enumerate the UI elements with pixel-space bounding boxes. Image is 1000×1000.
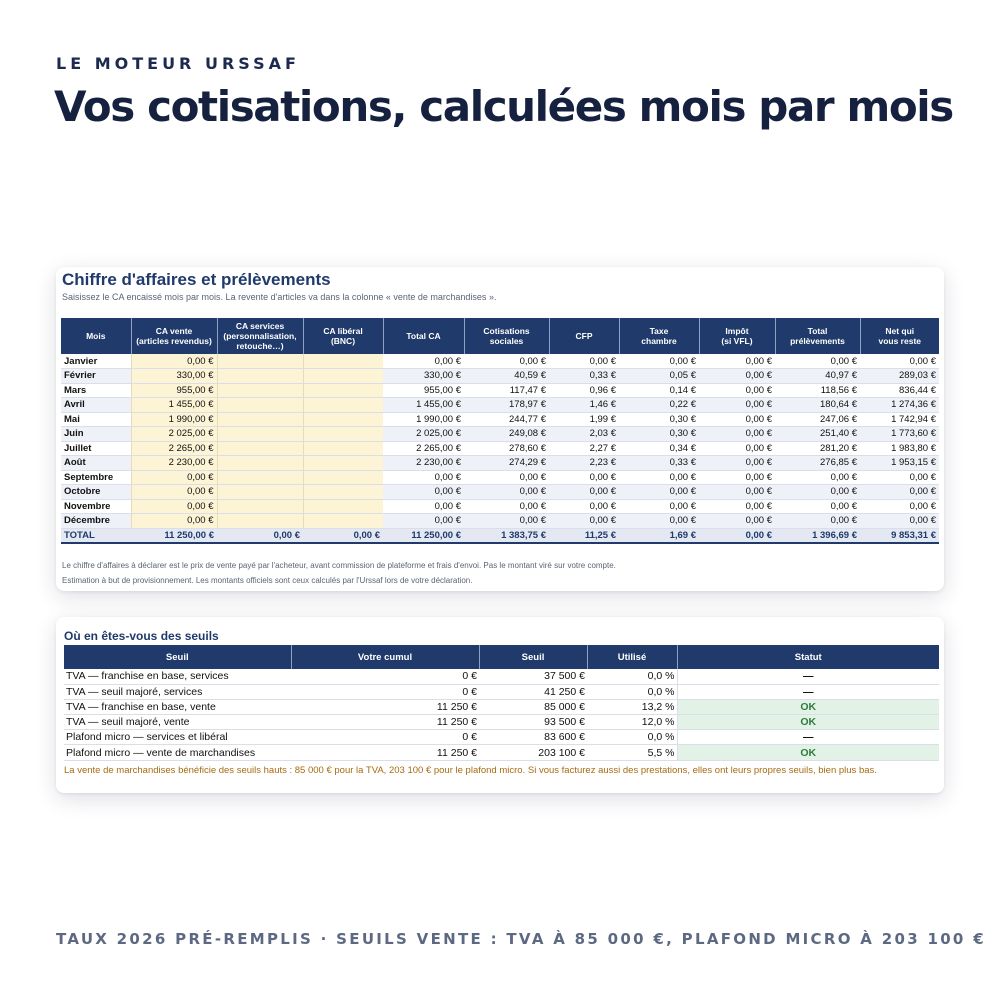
table-row bbox=[61, 499, 939, 514]
value-cell: 0,00 € bbox=[464, 485, 549, 500]
threshold-row bbox=[64, 684, 939, 699]
value-cell: 178,97 € bbox=[464, 398, 549, 413]
cumulative-amount: 11 250 € bbox=[291, 699, 479, 714]
value-cell: 0,00 € bbox=[619, 514, 699, 529]
column-header: Impôt (si VFL) bbox=[699, 318, 775, 354]
value-cell: 836,44 € bbox=[860, 383, 939, 398]
total-cell: 9 853,31 € bbox=[860, 528, 939, 543]
value-cell: 1 455,00 € bbox=[383, 398, 464, 413]
total-row bbox=[61, 528, 939, 543]
revenue-card-subtitle: Saisissez le CA encaissé mois par mois. La revente d'articles va dans la colonne « vente de marchandises ». bbox=[62, 292, 497, 302]
value-cell: 40,97 € bbox=[775, 369, 860, 384]
month-cell: Octobre bbox=[61, 485, 131, 500]
value-cell: 0,00 € bbox=[699, 470, 775, 485]
value-cell: 0,00 € bbox=[699, 485, 775, 500]
threshold-label: Plafond micro — vente de marchandises bbox=[64, 745, 291, 760]
cumulative-amount: 11 250 € bbox=[291, 745, 479, 760]
value-cell: 2,03 € bbox=[549, 427, 619, 442]
status-badge: — bbox=[677, 684, 939, 699]
value-cell: 955,00 € bbox=[383, 383, 464, 398]
total-cell: 11,25 € bbox=[549, 528, 619, 543]
cumulative-amount: 0 € bbox=[291, 669, 479, 684]
status-badge: OK bbox=[677, 715, 939, 730]
revenue-table-header bbox=[61, 318, 939, 354]
usage-percent: 12,0 % bbox=[587, 715, 677, 730]
column-header: CA services (personnalisation, retouche…) bbox=[217, 318, 303, 354]
value-cell: 117,47 € bbox=[464, 383, 549, 398]
column-header: Mois bbox=[61, 318, 131, 354]
value-cell: 0,22 € bbox=[619, 398, 699, 413]
revenue-input-cell[interactable] bbox=[217, 456, 303, 471]
value-cell: 0,00 € bbox=[699, 427, 775, 442]
month-cell: Mars bbox=[61, 383, 131, 398]
value-cell: 0,00 € bbox=[775, 514, 860, 529]
value-cell: 0,00 € bbox=[860, 485, 939, 500]
value-cell: 0,00 € bbox=[860, 470, 939, 485]
value-cell: 244,77 € bbox=[464, 412, 549, 427]
table-row bbox=[61, 427, 939, 442]
value-cell: 0,00 € bbox=[775, 470, 860, 485]
column-header: Cotisations sociales bbox=[464, 318, 549, 354]
value-cell: 2,23 € bbox=[549, 456, 619, 471]
value-cell: 0,00 € bbox=[699, 499, 775, 514]
revenue-input-cell[interactable]: 0,00 € bbox=[131, 499, 217, 514]
value-cell: 0,96 € bbox=[549, 383, 619, 398]
value-cell: 0,00 € bbox=[860, 514, 939, 529]
threshold-label: TVA — franchise en base, services bbox=[64, 669, 291, 684]
value-cell: 276,85 € bbox=[775, 456, 860, 471]
revenue-input-cell[interactable] bbox=[217, 441, 303, 456]
revenue-card bbox=[56, 267, 944, 591]
revenue-input-cell[interactable] bbox=[217, 383, 303, 398]
value-cell: 0,00 € bbox=[619, 470, 699, 485]
month-cell: Août bbox=[61, 456, 131, 471]
value-cell: 0,33 € bbox=[619, 456, 699, 471]
value-cell: 1 742,94 € bbox=[860, 412, 939, 427]
month-cell: Mai bbox=[61, 412, 131, 427]
value-cell: 0,00 € bbox=[549, 499, 619, 514]
value-cell: 0,00 € bbox=[383, 354, 464, 369]
revenue-input-cell[interactable] bbox=[217, 485, 303, 500]
column-header: CFP bbox=[549, 318, 619, 354]
table-row bbox=[61, 398, 939, 413]
column-header: CA libéral (BNC) bbox=[303, 318, 383, 354]
total-cell: 0,00 € bbox=[217, 528, 303, 543]
revenue-input-cell[interactable] bbox=[303, 470, 383, 485]
month-cell: Janvier bbox=[61, 354, 131, 369]
month-cell: Septembre bbox=[61, 470, 131, 485]
revenue-input-cell[interactable] bbox=[303, 427, 383, 442]
revenue-input-cell[interactable]: 330,00 € bbox=[131, 369, 217, 384]
revenue-input-cell[interactable] bbox=[303, 354, 383, 369]
threshold-row bbox=[64, 715, 939, 730]
value-cell: 0,00 € bbox=[860, 354, 939, 369]
value-cell: 0,00 € bbox=[619, 499, 699, 514]
value-cell: 0,30 € bbox=[619, 412, 699, 427]
cumulative-amount: 11 250 € bbox=[291, 715, 479, 730]
value-cell: 0,00 € bbox=[549, 354, 619, 369]
revenue-input-cell[interactable] bbox=[217, 369, 303, 384]
revenue-input-cell[interactable]: 1 990,00 € bbox=[131, 412, 217, 427]
value-cell: 247,06 € bbox=[775, 412, 860, 427]
value-cell: 0,00 € bbox=[383, 514, 464, 529]
page-title: Vos cotisations, calculées mois par mois bbox=[54, 82, 953, 131]
threshold-row bbox=[64, 699, 939, 714]
value-cell: 1 983,80 € bbox=[860, 441, 939, 456]
value-cell: 2 265,00 € bbox=[383, 441, 464, 456]
month-cell: Juillet bbox=[61, 441, 131, 456]
revenue-card-title: Chiffre d'affaires et prélèvements bbox=[62, 270, 331, 289]
threshold-amount: 203 100 € bbox=[479, 745, 587, 760]
month-cell: Février bbox=[61, 369, 131, 384]
table-row bbox=[61, 470, 939, 485]
value-cell: 2,27 € bbox=[549, 441, 619, 456]
status-badge: OK bbox=[677, 699, 939, 714]
threshold-amount: 41 250 € bbox=[479, 684, 587, 699]
revenue-input-cell[interactable] bbox=[303, 499, 383, 514]
value-cell: 330,00 € bbox=[383, 369, 464, 384]
value-cell: 0,00 € bbox=[464, 470, 549, 485]
eyebrow-label: LE MOTEUR URSSAF bbox=[56, 54, 300, 73]
revenue-input-cell[interactable] bbox=[217, 412, 303, 427]
usage-percent: 0,0 % bbox=[587, 669, 677, 684]
value-cell: 281,20 € bbox=[775, 441, 860, 456]
cumulative-amount: 0 € bbox=[291, 684, 479, 699]
value-cell: 1 773,60 € bbox=[860, 427, 939, 442]
value-cell: 1,46 € bbox=[549, 398, 619, 413]
value-cell: 249,08 € bbox=[464, 427, 549, 442]
revenue-input-cell[interactable] bbox=[303, 383, 383, 398]
total-cell: 1 383,75 € bbox=[464, 528, 549, 543]
revenue-input-cell[interactable] bbox=[303, 456, 383, 471]
value-cell: 1 990,00 € bbox=[383, 412, 464, 427]
value-cell: 0,00 € bbox=[860, 499, 939, 514]
table-row bbox=[61, 485, 939, 500]
value-cell: 0,34 € bbox=[619, 441, 699, 456]
value-cell: 0,00 € bbox=[699, 412, 775, 427]
value-cell: 0,00 € bbox=[549, 485, 619, 500]
value-cell: 0,00 € bbox=[549, 514, 619, 529]
month-cell: Décembre bbox=[61, 514, 131, 529]
usage-percent: 13,2 % bbox=[587, 699, 677, 714]
value-cell: 0,00 € bbox=[699, 369, 775, 384]
value-cell: 0,00 € bbox=[464, 354, 549, 369]
total-cell: 1 396,69 € bbox=[775, 528, 860, 543]
thresholds-card bbox=[56, 617, 944, 793]
revenue-input-cell[interactable]: 2 230,00 € bbox=[131, 456, 217, 471]
revenue-input-cell[interactable] bbox=[303, 398, 383, 413]
total-cell: 1,69 € bbox=[619, 528, 699, 543]
revenue-input-cell[interactable] bbox=[303, 485, 383, 500]
value-cell: 0,00 € bbox=[699, 398, 775, 413]
value-cell: 1 274,36 € bbox=[860, 398, 939, 413]
thresholds-card-title: Où en êtes-vous des seuils bbox=[64, 629, 219, 643]
table-row bbox=[61, 514, 939, 529]
column-header: Total prélèvements bbox=[775, 318, 860, 354]
total-label: TOTAL bbox=[61, 528, 131, 543]
revenue-input-cell[interactable]: 0,00 € bbox=[131, 470, 217, 485]
value-cell: 0,05 € bbox=[619, 369, 699, 384]
threshold-row bbox=[64, 669, 939, 684]
table-row bbox=[61, 354, 939, 369]
value-cell: 2 230,00 € bbox=[383, 456, 464, 471]
column-header: Seuil bbox=[479, 645, 587, 669]
threshold-label: TVA — seuil majoré, vente bbox=[64, 715, 291, 730]
column-header: Net qui vous reste bbox=[860, 318, 939, 354]
value-cell: 0,00 € bbox=[464, 514, 549, 529]
value-cell: 0,14 € bbox=[619, 383, 699, 398]
column-header: Votre cumul bbox=[291, 645, 479, 669]
threshold-amount: 93 500 € bbox=[479, 715, 587, 730]
revenue-input-cell[interactable] bbox=[217, 470, 303, 485]
value-cell: 0,00 € bbox=[619, 354, 699, 369]
value-cell: 0,00 € bbox=[699, 441, 775, 456]
table-row bbox=[61, 369, 939, 384]
table-row bbox=[61, 412, 939, 427]
threshold-label: TVA — seuil majoré, services bbox=[64, 684, 291, 699]
value-cell: 251,40 € bbox=[775, 427, 860, 442]
value-cell: 118,56 € bbox=[775, 383, 860, 398]
revenue-input-cell[interactable] bbox=[303, 441, 383, 456]
footer-tagline: TAUX 2026 PRÉ-REMPLIS · SEUILS VENTE : TVA À 85 000 €, PLAFOND MICRO À 203 100 € bbox=[56, 930, 986, 948]
usage-percent: 0,0 % bbox=[587, 730, 677, 745]
revenue-input-cell[interactable]: 0,00 € bbox=[131, 514, 217, 529]
threshold-amount: 83 600 € bbox=[479, 730, 587, 745]
value-cell: 289,03 € bbox=[860, 369, 939, 384]
value-cell: 274,29 € bbox=[464, 456, 549, 471]
value-cell: 0,00 € bbox=[775, 354, 860, 369]
total-cell: 0,00 € bbox=[699, 528, 775, 543]
column-header: Taxe chambre bbox=[619, 318, 699, 354]
value-cell: 0,00 € bbox=[464, 499, 549, 514]
revenue-input-cell[interactable] bbox=[217, 427, 303, 442]
threshold-row bbox=[64, 745, 939, 760]
revenue-input-cell[interactable] bbox=[217, 354, 303, 369]
month-cell: Novembre bbox=[61, 499, 131, 514]
status-badge: — bbox=[677, 730, 939, 745]
value-cell: 0,00 € bbox=[775, 499, 860, 514]
table-row bbox=[61, 383, 939, 398]
value-cell: 2 025,00 € bbox=[383, 427, 464, 442]
value-cell: 40,59 € bbox=[464, 369, 549, 384]
thresholds-note: La vente de marchandises bénéficie des seuils hauts : 85 000 € pour la TVA, 203 100 € pour le plafond micro. Si vous facturez aussi des prestations, elles ont leurs propres seuils, bien plus bas. bbox=[64, 765, 877, 776]
revenue-note-2: Estimation à but de provisionnement. Les montants officiels sont ceux calculés par l'Urssaf lors de votre déclaration. bbox=[62, 576, 473, 585]
table-row bbox=[61, 441, 939, 456]
value-cell: 0,00 € bbox=[699, 354, 775, 369]
value-cell: 278,60 € bbox=[464, 441, 549, 456]
thresholds-table-header bbox=[64, 645, 939, 669]
column-header: Utilisé bbox=[587, 645, 677, 669]
value-cell: 0,00 € bbox=[699, 514, 775, 529]
column-header: Statut bbox=[677, 645, 939, 669]
total-cell: 11 250,00 € bbox=[131, 528, 217, 543]
value-cell: 0,33 € bbox=[549, 369, 619, 384]
revenue-input-cell[interactable] bbox=[303, 514, 383, 529]
status-badge: OK bbox=[677, 745, 939, 760]
column-header: Seuil bbox=[64, 645, 291, 669]
value-cell: 180,64 € bbox=[775, 398, 860, 413]
revenue-input-cell[interactable] bbox=[217, 398, 303, 413]
revenue-input-cell[interactable]: 0,00 € bbox=[131, 485, 217, 500]
revenue-input-cell[interactable] bbox=[217, 514, 303, 529]
revenue-input-cell[interactable]: 2 025,00 € bbox=[131, 427, 217, 442]
value-cell: 0,00 € bbox=[383, 485, 464, 500]
revenue-note-1: Le chiffre d'affaires à déclarer est le prix de vente payé par l'acheteur, avant commission de plateforme et frais d'envoi. Pas le montant viré sur votre compte. bbox=[62, 561, 616, 570]
revenue-table bbox=[61, 318, 939, 544]
value-cell: 0,00 € bbox=[699, 383, 775, 398]
usage-percent: 5,5 % bbox=[587, 745, 677, 760]
threshold-amount: 37 500 € bbox=[479, 669, 587, 684]
threshold-row bbox=[64, 730, 939, 745]
month-cell: Juin bbox=[61, 427, 131, 442]
table-row bbox=[61, 456, 939, 471]
column-header: CA vente (articles revendus) bbox=[131, 318, 217, 354]
threshold-label: Plafond micro — services et libéral bbox=[64, 730, 291, 745]
value-cell: 0,00 € bbox=[699, 456, 775, 471]
value-cell: 1 953,15 € bbox=[860, 456, 939, 471]
value-cell: 0,30 € bbox=[619, 427, 699, 442]
total-cell: 0,00 € bbox=[303, 528, 383, 543]
value-cell: 0,00 € bbox=[775, 485, 860, 500]
usage-percent: 0,0 % bbox=[587, 684, 677, 699]
total-cell: 11 250,00 € bbox=[383, 528, 464, 543]
value-cell: 0,00 € bbox=[383, 499, 464, 514]
revenue-input-cell[interactable]: 0,00 € bbox=[131, 354, 217, 369]
revenue-input-cell[interactable]: 955,00 € bbox=[131, 383, 217, 398]
month-cell: Avril bbox=[61, 398, 131, 413]
revenue-input-cell[interactable] bbox=[303, 369, 383, 384]
revenue-input-cell[interactable]: 1 455,00 € bbox=[131, 398, 217, 413]
thresholds-table bbox=[64, 645, 939, 761]
value-cell: 1,99 € bbox=[549, 412, 619, 427]
threshold-label: TVA — franchise en base, vente bbox=[64, 699, 291, 714]
revenue-input-cell[interactable] bbox=[303, 412, 383, 427]
revenue-input-cell[interactable]: 2 265,00 € bbox=[131, 441, 217, 456]
status-badge: — bbox=[677, 669, 939, 684]
value-cell: 0,00 € bbox=[549, 470, 619, 485]
value-cell: 0,00 € bbox=[383, 470, 464, 485]
value-cell: 0,00 € bbox=[619, 485, 699, 500]
cumulative-amount: 0 € bbox=[291, 730, 479, 745]
revenue-input-cell[interactable] bbox=[217, 499, 303, 514]
threshold-amount: 85 000 € bbox=[479, 699, 587, 714]
column-header: Total CA bbox=[383, 318, 464, 354]
